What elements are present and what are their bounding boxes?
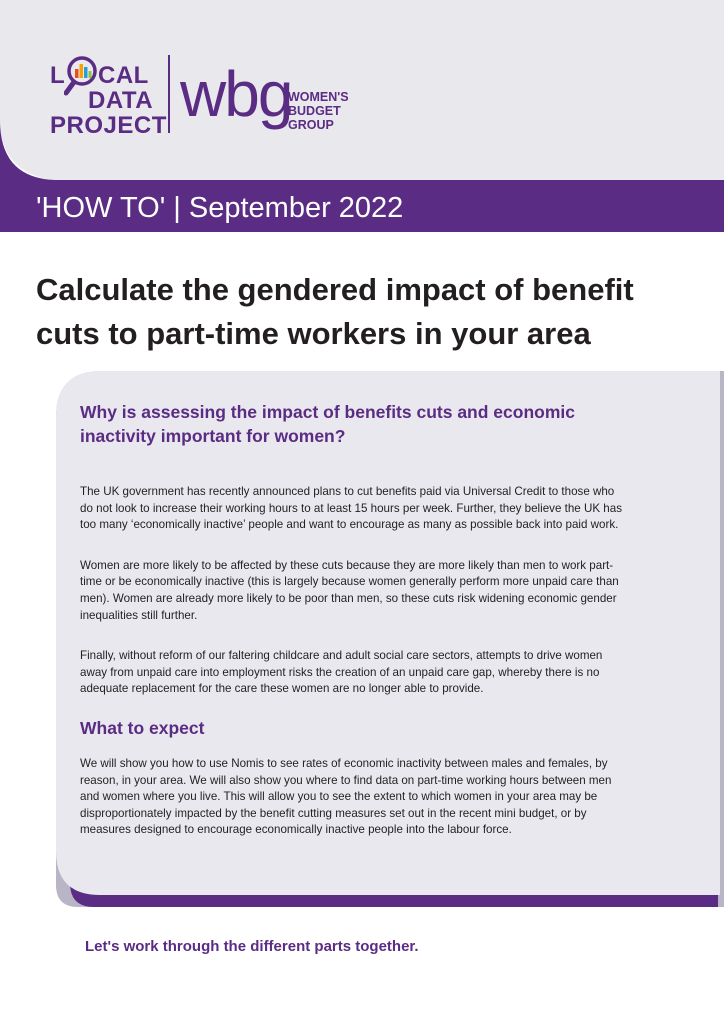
- page-title-line-2: cuts to part-time workers in your area: [36, 316, 591, 351]
- wbg-logo-name: [288, 90, 349, 132]
- logo-letter-l: L: [50, 62, 66, 89]
- page-title: [36, 268, 696, 356]
- logo-word-project: PROJECT: [50, 112, 167, 139]
- section-heading-expect: What to expect: [80, 717, 205, 738]
- logo-word-cal: CAL: [98, 62, 149, 89]
- section-heading-why-line-2: inactivity important for women?: [80, 426, 346, 446]
- wbg-name-line-1: WOMEN'S: [288, 90, 349, 104]
- wbg-name-line-2: BUDGET: [288, 104, 341, 118]
- wbg-name-line-3: GROUP: [288, 118, 334, 132]
- logo-word-data: DATA: [88, 87, 154, 114]
- wbg-logo: wbg: [180, 58, 292, 130]
- logo-divider: [168, 55, 170, 133]
- section-heading-why: [80, 400, 628, 448]
- paragraph-benefit-cuts: The UK government has recently announced plans to cut benefits paid via Universal Credit to those who do not look to increase their working hours to at least 15 hours per week. Further, they believe the UK has too many ‘economically inactive’ people and want to encourage as many as possible back into paid work.: [80, 485, 622, 532]
- local-data-project-logo: [50, 53, 167, 139]
- section-heading-why-line-1: Why is assessing the impact of benefits cuts and economic: [80, 402, 575, 422]
- paragraph-what-to-expect: We will show you how to use Nomis to see rates of economic inactivity between males and females, by reason, in your area. We will also show you where to find data on part-time working hours between men and women where you live. This will allow you to see the extent to which women in your area may be disproportionately impacted by the benefit cutting measures set out in the recent mini budget, or by measures designed to encourage economically inactive people into the labour force.: [80, 756, 612, 837]
- closing-text: Let's work through the different parts together.: [85, 938, 419, 955]
- paragraph-women-affected: Women are more likely to be affected by these cuts because they are more likely than men to work part-time or be economically inactive (this is largely because women generally perform more unpaid care than men). Women are already more likely to be poor than men, so these cuts risk widening economic gender inequalities still further.: [80, 558, 619, 622]
- panel-content: [80, 400, 628, 839]
- paragraph-care-gap: Finally, without reform of our faltering childcare and adult social care sectors, attempts to drive women away from unpaid care into employment risks the creation of an unpaid care gap, whereby there is no adequate replacement for the care these women are no longer able to provide.: [80, 649, 603, 696]
- banner-title: 'HOW TO' | September 2022: [36, 192, 404, 224]
- page-title-line-1: Calculate the gendered impact of benefit: [36, 272, 634, 307]
